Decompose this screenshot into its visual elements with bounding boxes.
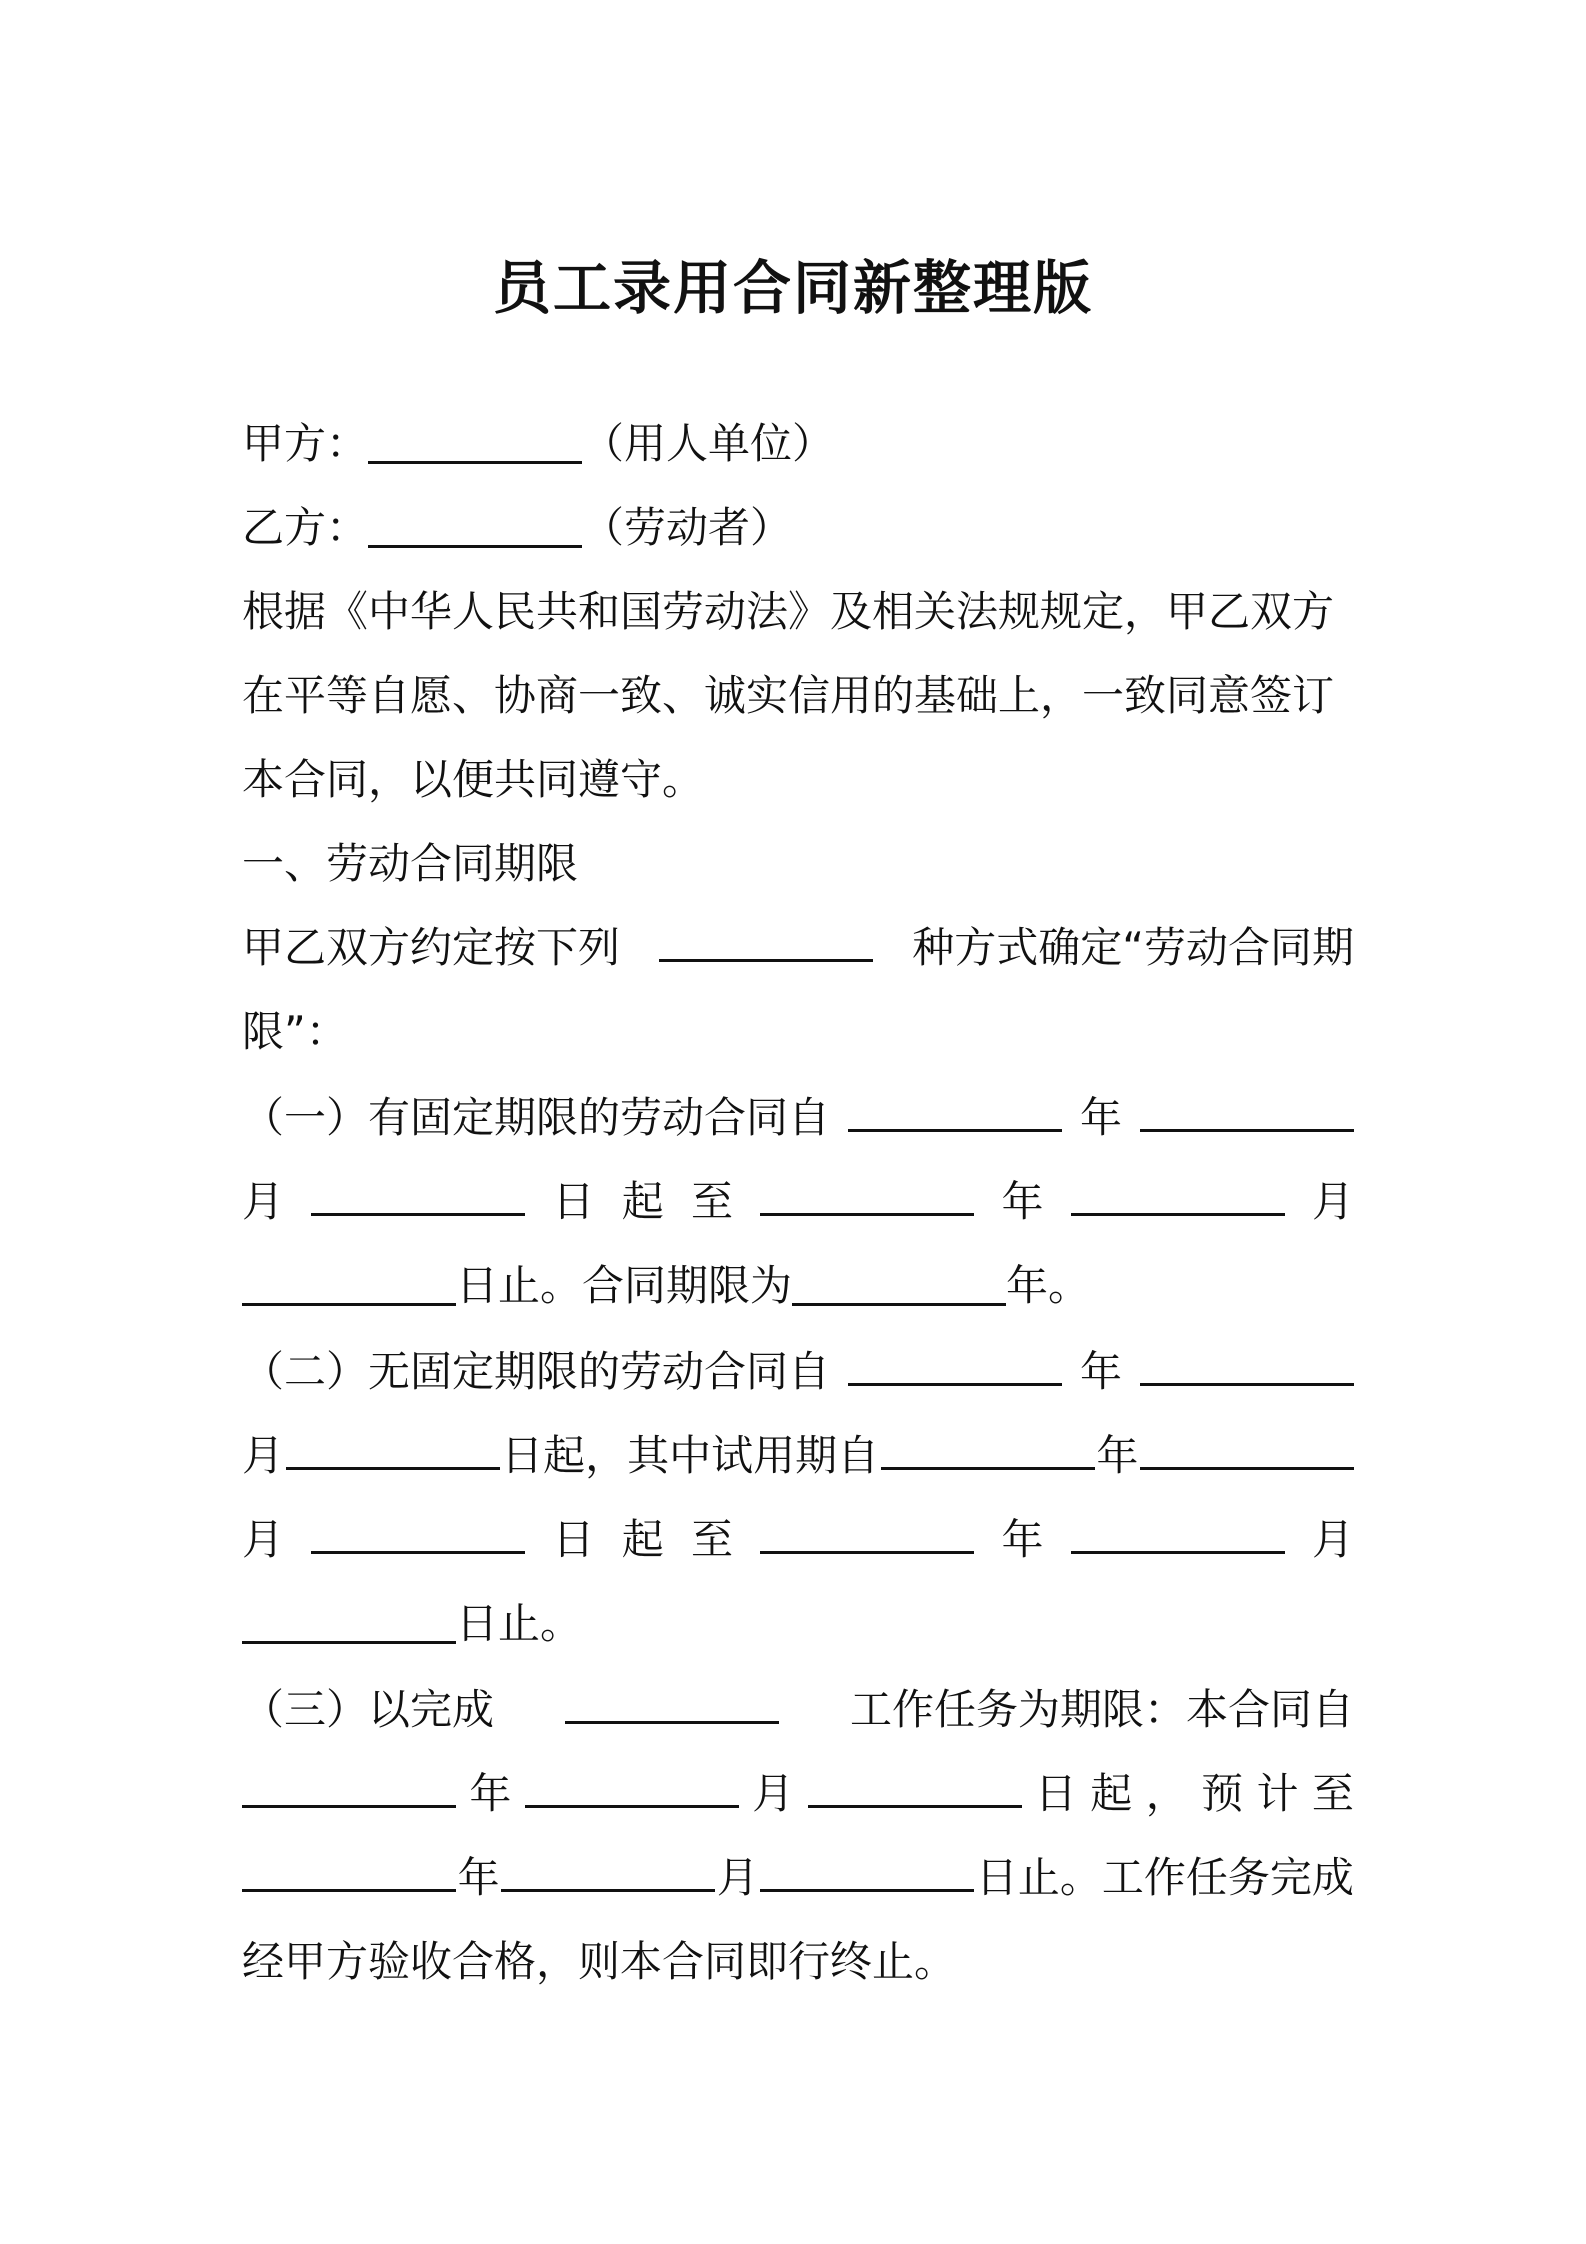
clause-3-line-1 — [242, 1668, 1354, 1752]
clause-1-line-2 — [242, 1160, 1354, 1244]
party-a-label: 甲方： — [242, 419, 369, 468]
clause-3-line-3 — [242, 1836, 1354, 1920]
party-b-blank[interactable] — [368, 545, 582, 548]
clause-2-line-4 — [242, 1582, 1354, 1666]
clause-2-zhi-label: 至 — [690, 1515, 733, 1564]
clause-2-trial-end-month-blank[interactable] — [1071, 1551, 1285, 1554]
clause-2-trial-end-day-blank[interactable] — [242, 1641, 456, 1644]
clause-2-end-text: 日止。 — [456, 1599, 583, 1648]
party-a-blank[interactable] — [368, 461, 582, 464]
clause-3-end-day-blank[interactable] — [760, 1889, 974, 1892]
clause-1-line-3 — [242, 1244, 1354, 1328]
clause-2-year-label: 年 — [1079, 1347, 1122, 1396]
clause-3-start-day-blank[interactable] — [808, 1805, 1022, 1808]
clause-1-start-month-blank[interactable] — [1140, 1129, 1354, 1132]
clause-1-lead: （一）有固定期限的劳动合同自 — [242, 1093, 831, 1142]
clause-1-end-month-label: 月 — [1311, 1177, 1354, 1226]
clause-3-end-day-text: 日止。工作任务完成 — [975, 1853, 1354, 1902]
preamble-line-2: 在平等自愿、协商一致、诚实信用的基础上，一致同意签订 — [242, 671, 1335, 720]
clause-3-ji-label: 计 — [1256, 1769, 1299, 1818]
party-b-line — [242, 486, 1354, 570]
section-1-intro-b: 种方式确定“劳动合同期 — [912, 923, 1354, 972]
clause-3-last-line: 经甲方验收合格，则本合同即行终止。 — [242, 1937, 957, 1986]
clause-3-end-month-blank[interactable] — [501, 1889, 715, 1892]
section-1-intro-c: 限”： — [242, 1007, 348, 1056]
clause-3-yu-label: 预 — [1201, 1769, 1244, 1818]
clause-3-day-label: 日 — [1034, 1769, 1077, 1818]
clause-1-tail: 年。 — [1006, 1261, 1091, 1310]
clause-2-line-2 — [242, 1414, 1354, 1498]
clause-2-trial-month-label: 月 — [242, 1515, 285, 1564]
clause-3-start-month-blank[interactable] — [525, 1805, 739, 1808]
clause-3-lead: （三）以完成 — [242, 1685, 495, 1734]
clause-3-end-year-blank[interactable] — [242, 1889, 456, 1892]
clause-2-start-year-blank[interactable] — [848, 1383, 1062, 1386]
preamble-line-1: 根据《中华人民共和国劳动法》及相关法规规定，甲乙双方 — [242, 587, 1335, 636]
contract-type-blank[interactable] — [659, 959, 873, 962]
clause-2-trial-year-label: 年 — [1096, 1431, 1139, 1480]
clause-2-trial-year-blank[interactable] — [881, 1467, 1095, 1470]
clause-1-month-label: 月 — [242, 1177, 285, 1226]
clause-3-end-month-label: 月 — [716, 1853, 759, 1902]
clause-3-task-blank[interactable] — [565, 1721, 779, 1724]
clause-1-end-year-blank[interactable] — [760, 1213, 974, 1216]
clause-1-end-text: 日止。合同期限为 — [456, 1261, 793, 1310]
document-title: 员工录用合同新整理版 — [492, 254, 1093, 322]
clause-1-start-day-blank[interactable] — [311, 1213, 525, 1216]
party-a-line — [242, 402, 1354, 486]
party-a-note: （用人单位） — [582, 419, 835, 468]
clause-1-end-day-blank[interactable] — [242, 1303, 456, 1306]
clause-2-trial-end-year-label: 年 — [1001, 1515, 1044, 1564]
clause-2-trial-end-month-label: 月 — [1311, 1515, 1354, 1564]
clause-2-qi-label: 起 — [621, 1515, 664, 1564]
clause-3-year-label: 年 — [469, 1769, 512, 1818]
clause-2-trial-day-blank[interactable] — [311, 1551, 525, 1554]
clause-3-qi-label: 起 — [1090, 1769, 1133, 1818]
clause-3-start-year-blank[interactable] — [242, 1805, 456, 1808]
clause-1-end-month-blank[interactable] — [1071, 1213, 1285, 1216]
clause-2-trial-end-year-blank[interactable] — [760, 1551, 974, 1554]
clause-3-comma: ， — [1145, 1769, 1188, 1818]
clause-3-end-year-label: 年 — [457, 1853, 500, 1902]
clause-3-zhi-label: 至 — [1311, 1769, 1354, 1818]
party-b-label: 乙方： — [242, 503, 369, 552]
clause-1-line-1 — [242, 1076, 1354, 1160]
preamble-line-3: 本合同，以便共同遵守。 — [242, 755, 705, 804]
clause-3-line-2 — [242, 1752, 1354, 1836]
document-body — [242, 402, 1354, 2004]
clause-1-qi-label: 起 — [621, 1177, 664, 1226]
clause-2-lead: （二）无固定期限的劳动合同自 — [242, 1347, 831, 1396]
clause-2-day-start-text: 日起，其中试用期自 — [501, 1431, 880, 1480]
clause-1-end-year-label: 年 — [1001, 1177, 1044, 1226]
clause-2-day-label: 日 — [552, 1515, 595, 1564]
clause-1-term-blank[interactable] — [792, 1303, 1006, 1306]
clause-2-start-month-blank[interactable] — [1140, 1383, 1354, 1386]
clause-1-day-label: 日 — [552, 1177, 595, 1226]
clause-2-start-day-blank[interactable] — [286, 1467, 500, 1470]
clause-1-year-label: 年 — [1079, 1093, 1122, 1142]
party-b-note: （劳动者） — [582, 503, 793, 552]
clause-2-trial-month-blank[interactable] — [1140, 1467, 1354, 1470]
clause-3-month-label: 月 — [752, 1769, 795, 1818]
section-1-intro-a: 甲乙双方约定按下列 — [242, 923, 621, 972]
clause-2-line-3 — [242, 1498, 1354, 1582]
clause-2-month-label: 月 — [242, 1431, 285, 1480]
section-1-intro — [242, 906, 1354, 990]
clause-2-line-1 — [242, 1330, 1354, 1414]
section-1-heading: 一、劳动合同期限 — [242, 839, 579, 888]
clause-3-task-text: 工作任务为期限：本合同自 — [849, 1685, 1354, 1734]
clause-1-start-year-blank[interactable] — [848, 1129, 1062, 1132]
clause-1-zhi-label: 至 — [690, 1177, 733, 1226]
